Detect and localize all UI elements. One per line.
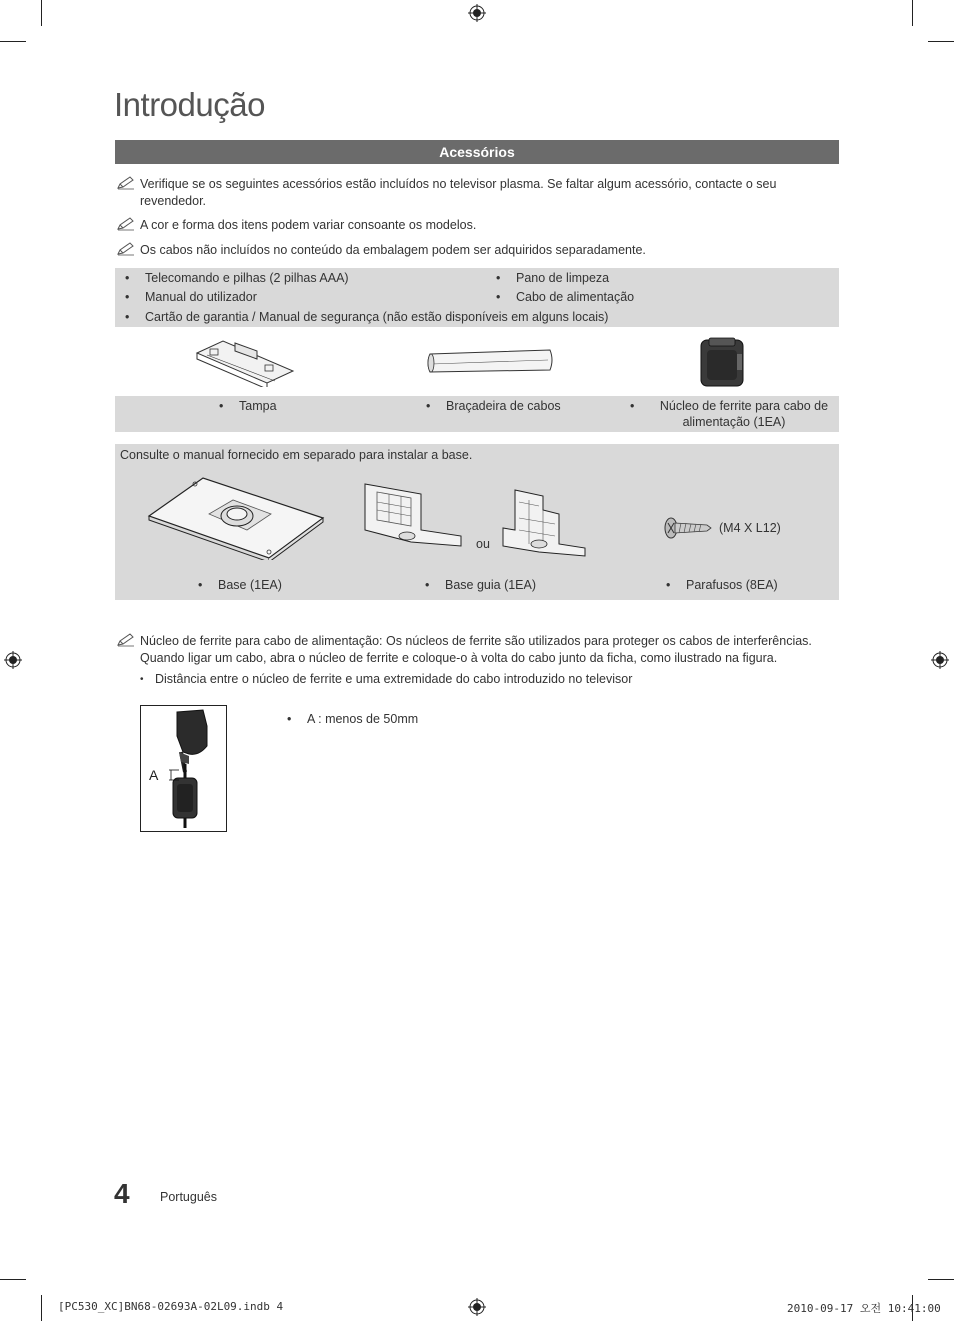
registration-mark-icon [468, 1298, 486, 1316]
crop-mark [41, 0, 42, 26]
list-item: • Manual do utilizador [125, 290, 257, 304]
list-item: • Tampa [219, 399, 277, 413]
section-header: Acessórios [115, 140, 839, 164]
screw-spec: (M4 X L12) [719, 521, 781, 535]
list-item: • Base (1EA) [198, 578, 282, 592]
crop-mark [928, 41, 954, 42]
crop-mark [0, 41, 26, 42]
crop-mark [928, 1279, 954, 1280]
note-text: Verifique se os seguintes acessórios estão incluídos no televisor plasma. Se faltar algum acessório, contacte o seu revendedor. [140, 177, 777, 208]
registration-mark-icon [468, 4, 486, 22]
base-instruction: Consulte o manual fornecido em separado para instalar a base. [120, 448, 473, 462]
crop-mark [912, 0, 913, 26]
crop-mark [0, 1279, 26, 1280]
pencil-icon [116, 633, 136, 647]
list-item: • A : menos de 50mm [287, 712, 419, 726]
figure-label-a: A [149, 767, 159, 783]
print-slug-date: 2010-09-17 오전 10:41:00 [787, 1302, 941, 1315]
or-label: ou [476, 537, 490, 551]
cable-tie-illustration [426, 348, 556, 374]
accessories-list-box [115, 268, 839, 327]
cover-illustration [195, 335, 297, 387]
base-box [115, 444, 839, 600]
page-number: 4 [114, 1178, 130, 1209]
pencil-icon [116, 242, 136, 256]
page-title: Introdução [114, 86, 265, 123]
note [116, 217, 816, 234]
stand-base-illustration [147, 474, 327, 560]
list-item: • Núcleo de ferrite para cabo de [630, 399, 829, 413]
list-item: • Braçadeira de cabos [426, 399, 561, 413]
note-text: Os cabos não incluídos no conteúdo da embalagem podem ser adquiridos separadamente. [140, 243, 646, 257]
sub-bullet: • Distância entre o núcleo de ferrite e uma extremidade do cabo introduzido no televisor [140, 672, 633, 686]
ferrite-note [116, 633, 836, 667]
note-text: A cor e forma dos itens podem variar consoante os modelos. [140, 218, 477, 232]
page-language: Português [160, 1190, 217, 1204]
list-item-continuation: alimentação (1EA) [682, 415, 786, 429]
registration-mark-icon [4, 651, 22, 669]
registration-mark-icon [931, 651, 949, 669]
list-item: • Cabo de alimentação [496, 290, 635, 304]
list-item: • Parafusos (8EA) [666, 578, 778, 592]
print-slug-file: [PC530_XC]BN68-02693A-02L09.indb 4 [58, 1300, 284, 1313]
note-text: Núcleo de ferrite para cabo de alimentação: Os núcleos de ferrite são utilizados para proteger os cabos de interferências. [140, 634, 812, 648]
pencil-icon [116, 217, 136, 231]
ferrite-core-illustration [699, 336, 745, 388]
ferrite-figure [140, 705, 227, 832]
list-item: • Telecomando e pilhas (2 pilhas AAA) [125, 271, 349, 285]
list-item: • Pano de limpeza [496, 271, 610, 285]
items-label-row [115, 396, 839, 432]
pencil-icon [116, 176, 136, 190]
note [116, 176, 816, 210]
note-text: Quando ligar um cabo, abra o núcleo de ferrite e coloque-o à volta do cabo junto da ficha, como ilustrado na figura. [140, 651, 778, 665]
list-item: • Cartão de garantia / Manual de segurança (não estão disponíveis em alguns locais) [125, 310, 609, 324]
guide-stand-illustration [361, 480, 465, 550]
crop-mark [41, 1295, 42, 1321]
guide-stand-illustration [499, 488, 589, 558]
list-item: • Base guia (1EA) [425, 578, 537, 592]
screw-icon [663, 516, 713, 540]
note [116, 242, 816, 259]
